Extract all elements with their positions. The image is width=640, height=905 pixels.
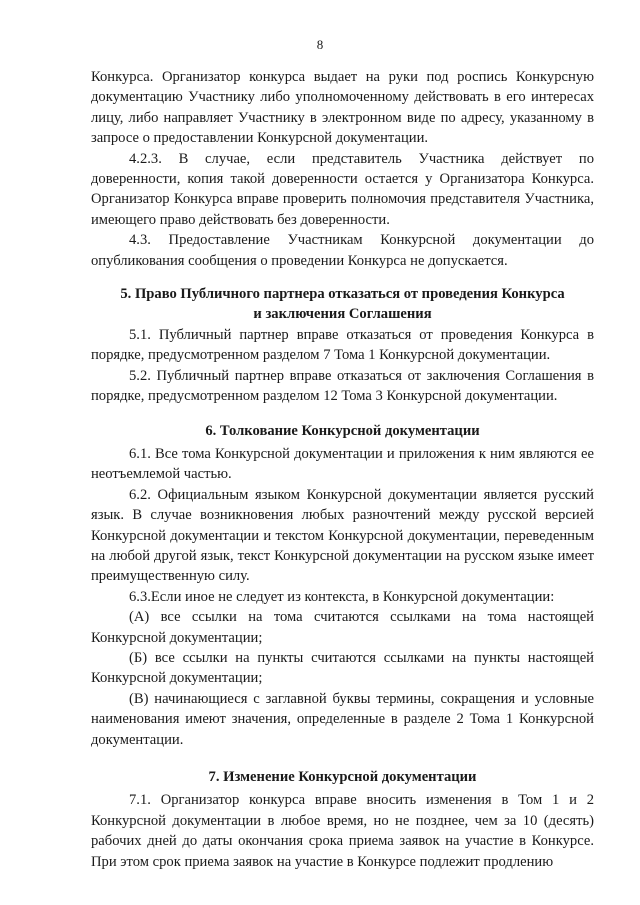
paragraph-5-2: 5.2. Публичный партнер вправе отказаться от заключения Соглашения в порядке, предусмотренном разделом 12 Тома 3 Конкурсной документации. [91,367,594,405]
paragraph-6-3-a: (А) все ссылки на тома считаются ссылками на тома настоящей Конкурсной документации; [91,609,594,646]
section-5-heading-line-2: и заключения Соглашения [253,306,432,323]
section-7-heading: 7. Изменение Конкурсной документации [208,769,477,785]
paragraph-6-3: 6.3.Если иное не следует из контекста, в Конкурсной документации: [129,588,555,605]
paragraph-intro: Конкурса. Организатор конкурса выдает на руки под роспись Конкурсную документацию Участнику либо уполномоченному действовать в его интересах лицу, либо направляет Участнику в электронном виде по адресу, указанному в запросе о предоставлении Конкурсной документации. [91,69,594,147]
paragraph-6-3-c: (В) начинающиеся с заглавной буквы термины, сокращения и условные наименования имеют значения, определенные в разделе 2 Тома 1 Конкурсной документации. [91,690,594,748]
paragraph-4-3: 4.3. Предоставление Участникам Конкурсной документации до опубликования сообщения о проведении Конкурса не допускается. [91,232,594,269]
section-5-heading [91,284,594,325]
page-number: 8 [316,37,324,52]
section-5-heading-line-1: 5. Право Публичного партнера отказаться от проведения Конкурса [120,286,565,303]
paragraph-6-3-b: (Б) все ссылки на пункты считаются ссылками на пункты настоящей Конкурсной документации; [91,649,594,687]
section-6-heading: 6. Толкование Конкурсной документации [205,422,480,439]
paragraph-6-1: 6.1. Все тома Конкурсной документации и приложения к ним являются ее неотъемлемой частью. [91,445,594,483]
paragraph-7-1: 7.1. Организатор конкурса вправе вносить изменения в Том 1 и 2 Конкурсной документации в любое время, но не позднее, чем за 10 (десять) рабочих дней до даты окончания срока приема заявок на участие в Конкурсе. При этом срок приема заявок на участие в Конкурсе подлежит продлению [91,792,594,870]
paragraph-4-2-3: 4.2.3. В случае, если представитель Участника действует по доверенности, копия такой доверенности остается у Организатора Конкурса. Организатор Конкурса вправе проверить полномочия представителя Участника, имеющего право действовать без доверенности. [91,150,594,228]
paragraph-5-1: 5.1. Публичный партнер вправе отказаться от проведения Конкурса в порядке, предусмотренном разделом 7 Тома 1 Конкурсной документации. [91,326,594,364]
paragraph-6-2: 6.2. Официальным языком Конкурсной документации является русский язык. В случае возникновения любых разночтений между русской версией Конкурсной документации и текстом Конкурсной документации, переведенным на любой другой язык, текст Конкурсной документации на русском языке имеет преимущественную силу. [91,486,594,585]
document-body [91,67,594,872]
